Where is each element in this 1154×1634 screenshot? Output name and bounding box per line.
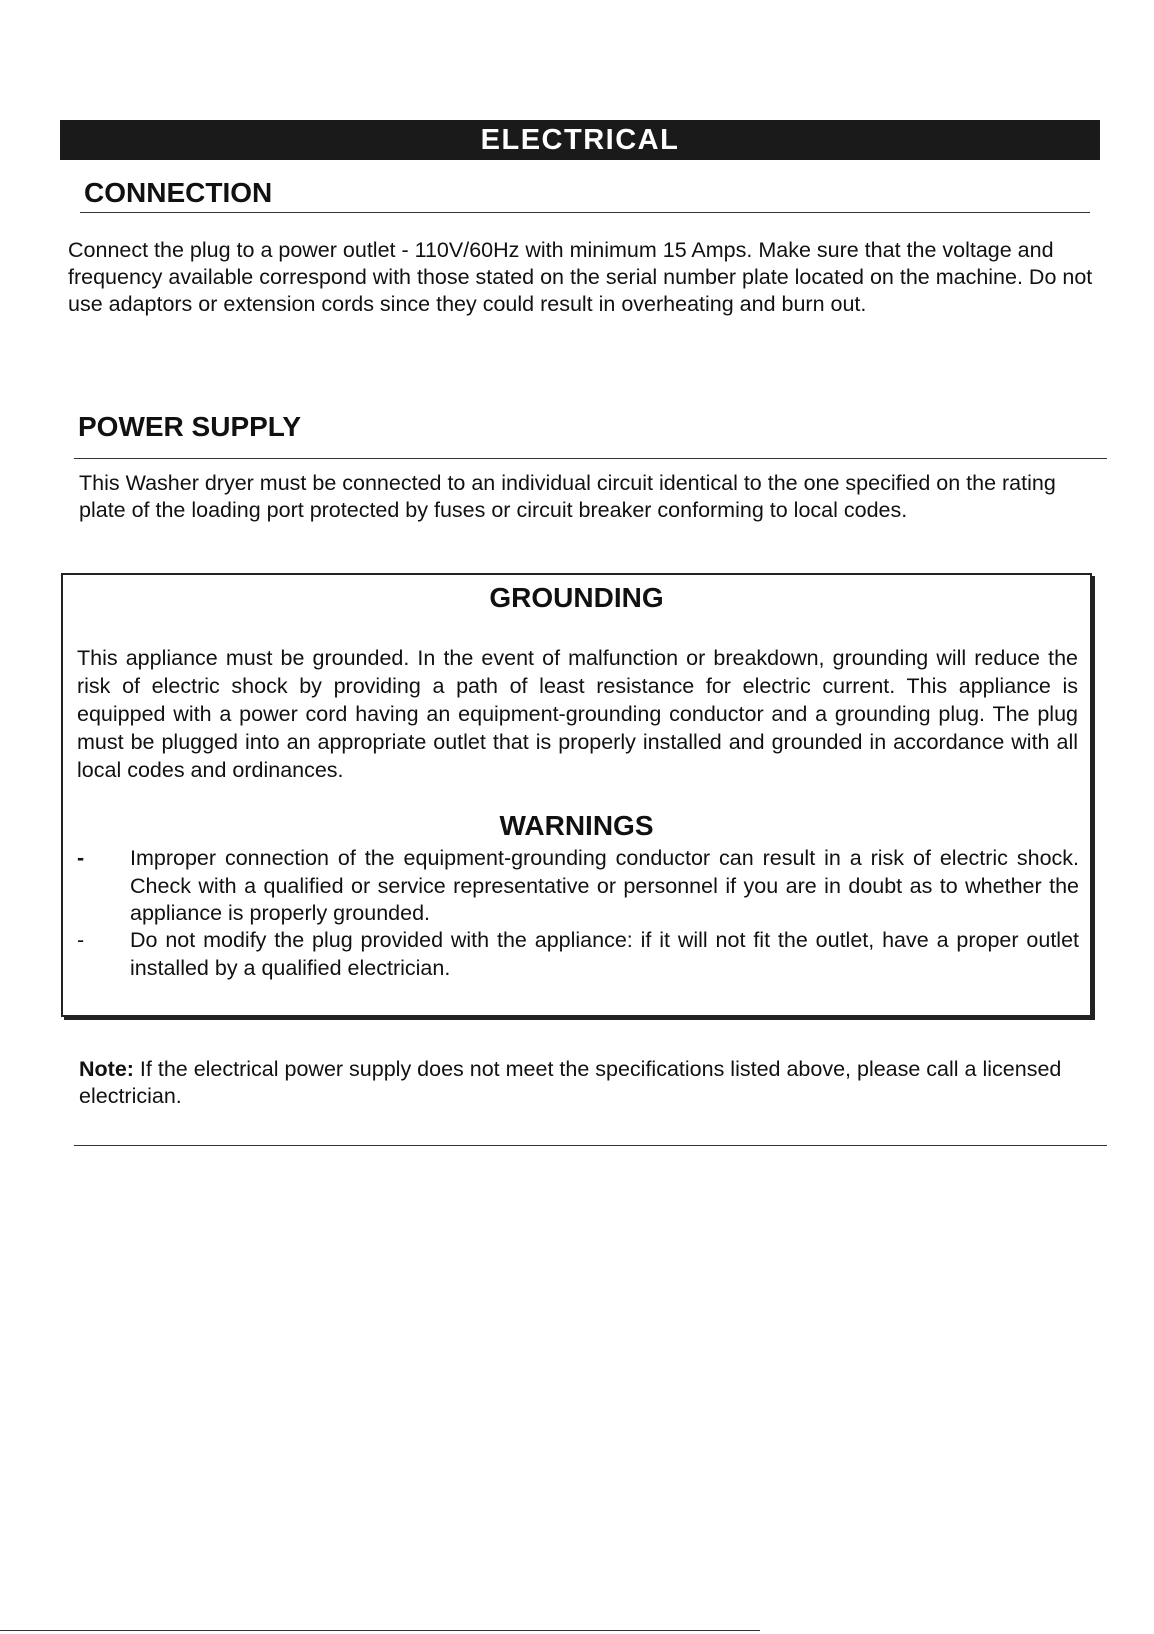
warning-bullet: - xyxy=(77,846,85,870)
warning-text: Do not modify the plug provided with the appliance: if it will not fit the outlet, have a proper outlet installed by a qualified electrician. xyxy=(130,928,1079,980)
power-supply-divider xyxy=(74,458,1107,459)
grounding-paragraph: This appliance must be grounded. In the event of malfunction or breakdown, grounding will reduce the risk of electric shock by providing a path of least resistance for electric current. This appliance is equipped with a power cord having an equipment-grounding conductor and a grounding plug. The plug must be plugged into an appropriate outlet that is properly installed and grounded in accordance with all local codes and ordinances. xyxy=(77,646,1078,782)
note-divider xyxy=(74,1145,1107,1146)
connection-paragraph: Connect the plug to a power outlet - 110V/60Hz with minimum 15 Amps. Make sure that the voltage and frequency available correspond with those stated on the serial number plate located on the machine. Do not use adaptors or extension cords since they could result in overheating and burn out. xyxy=(68,238,1093,316)
grounding-box xyxy=(61,573,1092,1017)
warning-item-1 xyxy=(77,845,1079,928)
warning-text: Improper connection of the equipment-grounding conductor can result in a risk of electric shock. Check with a qualified or service representative or personnel if you are in doubt as to whether the appliance is properly grounded. xyxy=(130,846,1079,925)
page-title: ELECTRICAL xyxy=(60,120,1100,160)
grounding-heading: GROUNDING xyxy=(489,582,664,613)
note-label: Note: xyxy=(79,1057,134,1081)
connection-heading: CONNECTION xyxy=(84,177,273,208)
warnings-heading: WARNINGS xyxy=(499,810,654,841)
footer-divider xyxy=(0,1630,760,1631)
note-text: If the electrical power supply does not meet the specifications listed above, please call a licensed electrician. xyxy=(79,1057,1062,1108)
warning-item-2 xyxy=(77,927,1079,982)
connection-divider xyxy=(80,212,1090,213)
power-supply-paragraph: This Washer dryer must be connected to an individual circuit identical to the one specified on the rating plate of the loading port protected by fuses or circuit breaker conforming to local codes. xyxy=(79,471,1056,522)
note-paragraph xyxy=(79,1056,1079,1110)
power-supply-heading: POWER SUPPLY xyxy=(78,411,302,442)
warning-bullet: - xyxy=(77,928,85,952)
